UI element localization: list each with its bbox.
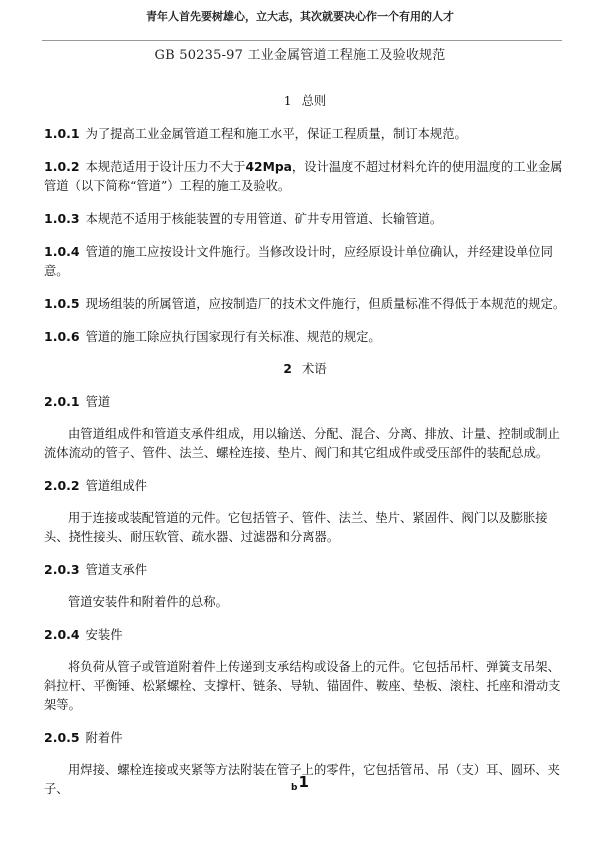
document-body: [44, 92, 566, 812]
document-title: GB 50235-97 工业金属管道工程施工及验收规范: [154, 48, 446, 63]
term-2-0-5-heading: [44, 728, 566, 748]
term-2-0-4-body: 将负荷从管子或管道附着件上传递到支承结构或设备上的元件。它包括吊杆、弹簧支吊架、斜拉杆、平衡锤、松紧螺栓、支撑杆、链条、导轨、锚固件、鞍座、垫板、滚柱、托座和滑动支架等。: [44, 660, 561, 712]
clause-number: 2.0.3: [44, 562, 80, 577]
chapter-number: 2: [283, 362, 292, 376]
term-2-0-5-body: 用焊接、螺栓连接或夹紧等方法附装在管子上的零件，它包括管吊、吊（支）耳、圆环、夹子、: [44, 763, 560, 796]
page-number-value: 1: [298, 773, 309, 791]
clause-number: 2.0.2: [44, 478, 80, 493]
chapter-1-heading: [44, 92, 566, 111]
clause-number: 1.0.5: [44, 296, 80, 311]
clause-1-0-5: [44, 294, 566, 314]
clause-number: 1.0.1: [44, 126, 80, 141]
term-2-0-2-heading: [44, 476, 566, 496]
clause-text: 本规范适用于设计压力不大于: [85, 160, 246, 174]
clause-text: 为了提高工业金属管道工程和施工水平，保证工程质量，制订本规范。: [85, 127, 467, 141]
clause-text: 本规范不适用于核能装置的专用管道、矿井专用管道、长输管道。: [85, 212, 443, 226]
clause-number: 1.0.4: [44, 244, 80, 259]
clause-1-0-3: [44, 209, 566, 229]
motto-banner: 青年人首先要树雄心，立大志，其次就要决心作一个有用的人才: [146, 10, 454, 23]
clause-text: 管道的施工除应执行国家现行有关标准、规范的规定。: [85, 330, 381, 344]
page-number: [0, 775, 600, 794]
term-2-0-1-heading: [44, 392, 566, 412]
term-2-0-2-body: 用于连接或装配管道的元件。它包括管子、管件、法兰、垫片、紧固件、阀门以及膨胀接头、挠性接头、耐压软管、疏水器、过滤器和分离器。: [44, 511, 548, 544]
term-2-0-1-body: 由管道组成件和管道支承件组成，用以输送、分配、混合、分离、排放、计量、控制或制止流体流动的管子、管件、法兰、螺栓连接、垫片、阀门和其它组成件或受压部件的装配总成。: [44, 427, 560, 460]
term-title: 管道: [85, 395, 111, 409]
clause-text: 管道的施工应按设计文件施行。当修改设计时，应经原设计单位确认，并经建设单位同意。: [44, 245, 553, 278]
term-2-0-4-heading: [44, 625, 566, 645]
clause-number: 2.0.5: [44, 730, 80, 745]
clause-number: 2.0.1: [44, 394, 80, 409]
term-2-0-3-heading: [44, 560, 566, 580]
term-title: 管道支承件: [85, 563, 148, 577]
page-prefix: b: [291, 783, 298, 793]
clause-text: 现场组装的所属管道，应按制造厂的技术文件施行，但质量标准不得低于本规范的规定。: [85, 297, 566, 311]
term-title: 安装件: [85, 628, 123, 642]
clause-number: 2.0.4: [44, 627, 80, 642]
clause-text-cont: ，设计温度不超过材料允许的使用温度的工业金属管道（以下简称“管道”）工程的施工及验收。: [44, 160, 563, 193]
chapter-title: 术语: [301, 362, 327, 376]
chapter-title: 总则: [301, 94, 327, 108]
clause-number: 1.0.3: [44, 211, 80, 226]
clause-number: 1.0.2: [44, 159, 80, 174]
term-title: 附着件: [85, 731, 123, 745]
chapter-number: 1: [283, 94, 292, 108]
clause-number: 1.0.6: [44, 329, 80, 344]
chapter-2-heading: [44, 360, 566, 379]
term-title: 管道组成件: [85, 479, 148, 493]
clause-1-0-4: [44, 242, 566, 281]
pressure-value: 42Mpa: [245, 160, 292, 174]
term-2-0-3-body: 管道安装件和附着件的总称。: [68, 595, 228, 609]
clause-1-0-1: [44, 124, 566, 144]
clause-1-0-6: [44, 327, 566, 347]
clause-1-0-2: [44, 157, 566, 196]
header-rule: [42, 40, 562, 41]
